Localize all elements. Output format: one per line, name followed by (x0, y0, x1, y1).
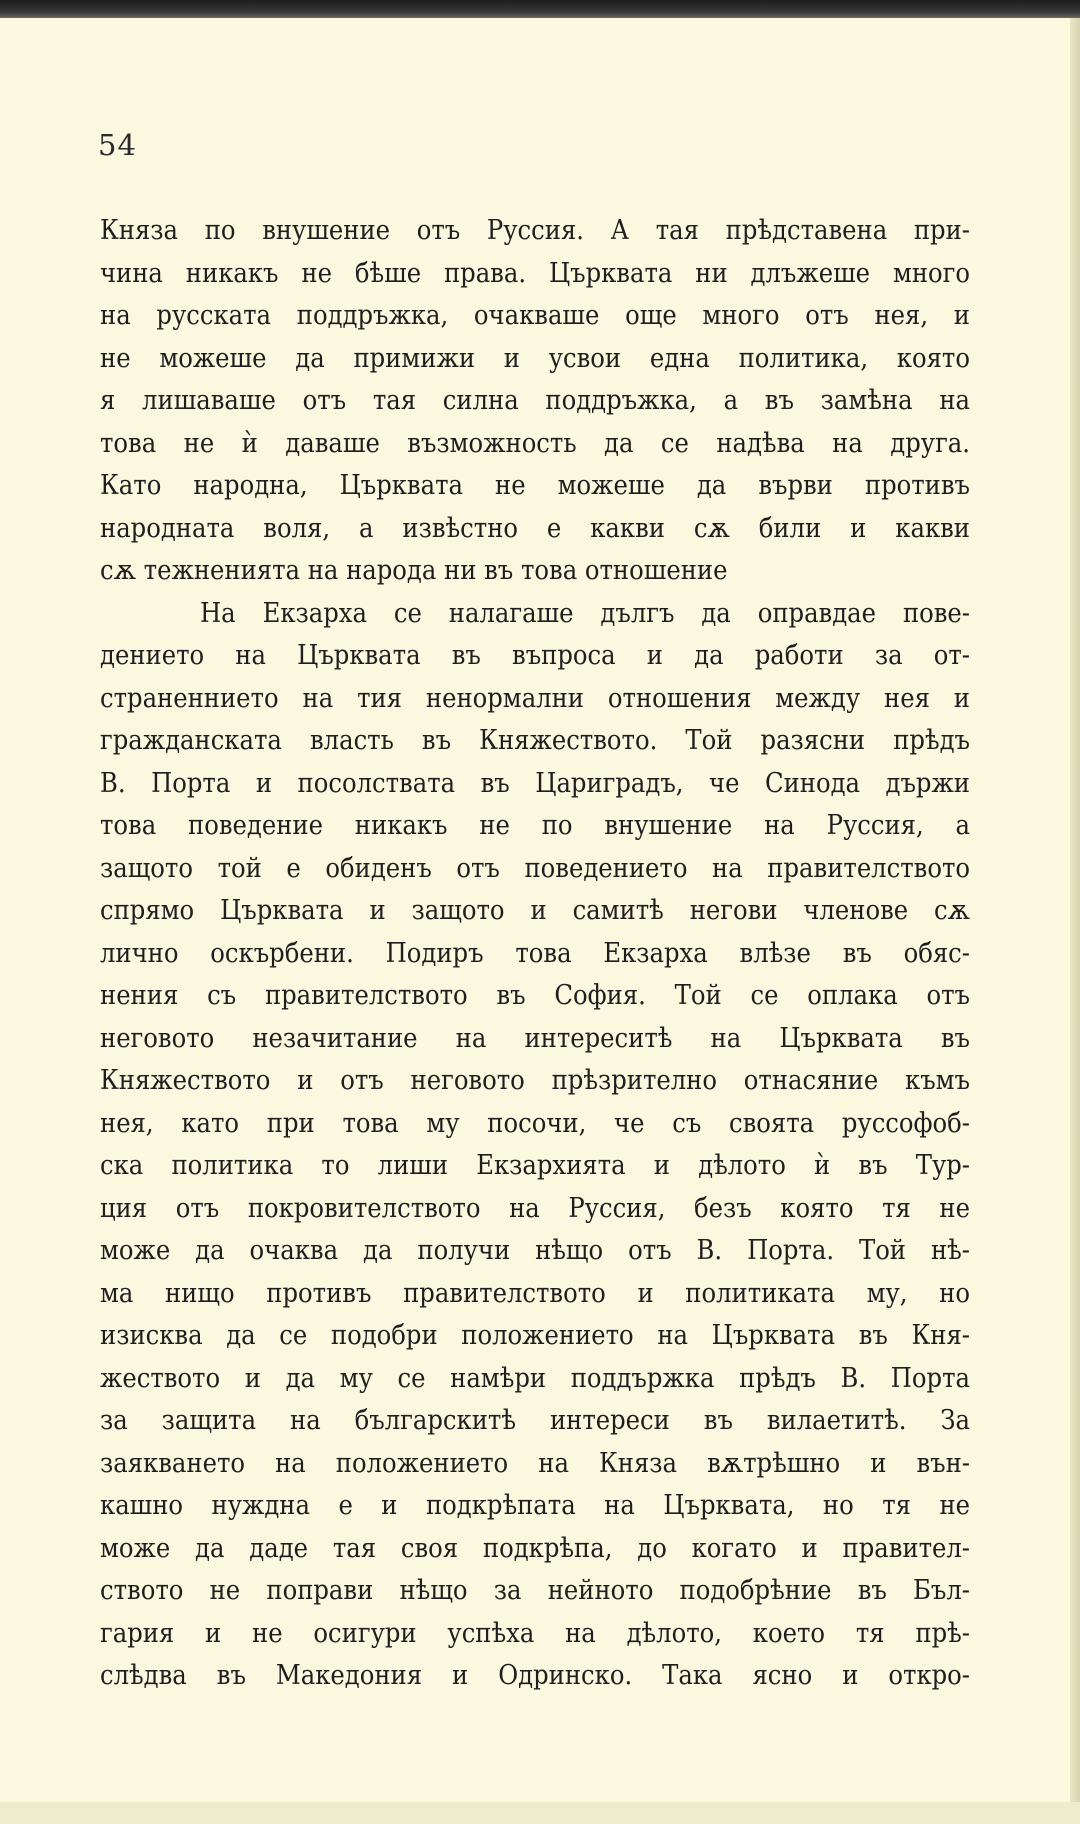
text-line: за защита на българскитѣ интереси въ вилаетитѣ. За (100, 1405, 970, 1436)
text-line: не можеше да примижи и усвои една политика, която (100, 342, 970, 374)
text-line: ма нищо противъ правителството и политиката му, но (100, 1277, 970, 1309)
page-right-edge (1070, 18, 1080, 1824)
text-line: ството не поправи нѣщо за нейното подобрѣние въ Бъл- (100, 1575, 970, 1606)
text-line: може да очаква да получи нѣщо отъ В. Порта. Той нѣ- (100, 1235, 970, 1266)
text-line: може да даде тая своя подкрѣпа, до когато и правител- (100, 1532, 970, 1564)
text-line: лично оскърбени. Подиръ това Екзарха влѣзе въ обяс- (100, 937, 970, 969)
page-bottom-edge (0, 1802, 1080, 1824)
text-line: ска политика то лиши Екзархията и дѣлото ѝ въ Тур- (100, 1150, 970, 1181)
text-line: заякването на положението на Княза вѫтрѣшно и вън- (100, 1447, 970, 1479)
text-line: това не ѝ даваше възможность да се надѣва на друга. (100, 427, 970, 459)
text-line: народната воля, а извѣстно е какви сѫ били и какви (100, 512, 970, 544)
text-line: на русската поддръжка, очакваше още много отъ нея, и (100, 300, 970, 331)
text-line: Княжеството и отъ неговото прѣзрително отнасяние къмъ (100, 1065, 970, 1096)
text-line: сѫ тежненията на народа ни въ това отношение (100, 555, 728, 586)
page-number: 54 (98, 128, 137, 162)
text-line: кашно нуждна е и подкрѣпата на Църквата, но тя не (100, 1490, 970, 1521)
text-line: жеството и да му се намѣри поддържка прѣдъ В. Порта (100, 1362, 970, 1394)
text-line: я лишаваше отъ тая силна поддръжка, а въ замѣна на (100, 385, 970, 416)
text-line: В. Порта и посолствата въ Цариградъ, че Синода държи (100, 767, 970, 799)
text-line: Князa по внушение отъ Руссия. А тaя прѣдставена при- (100, 215, 970, 246)
text-line: страненнието на тия ненормални отношения между нея и (100, 682, 970, 714)
text-line: изисква да се подобри положението на Църквата въ Кня- (100, 1320, 970, 1351)
text-line: защото той е обиденъ отъ поведението на правителството (100, 852, 970, 884)
text-line: спрямо Църквата и защото и самитѣ негови членове сѫ (100, 895, 970, 926)
text-line: нения съ правителството въ София. Той се оплака отъ (100, 980, 970, 1011)
text-line: На Екзарха се налагаше дългъ да оправдае пове- (200, 597, 970, 629)
text-line: дението на Църквата въ въпроса и да работи за от- (100, 640, 970, 671)
text-line: гария и не осигури успѣха на дѣлото, което тя прѣ- (100, 1617, 970, 1649)
text-line: слѣдва въ Македония и Одринско. Така ясно и откро- (100, 1660, 970, 1691)
text-line: ция отъ покровителството на Руссия, безъ която тя не (100, 1192, 970, 1224)
text-line: нея, като при това му посочи, че съ своята руссофоб- (100, 1107, 970, 1139)
text-line: това поведение никакъ не по внушение на Руссия, а (100, 810, 970, 841)
body-text (100, 210, 970, 1698)
text-line: Като народна, Църквата не можеше да върви противъ (100, 470, 970, 501)
text-line: гражданската власть въ Княжеството. Той разясни прѣдъ (100, 725, 970, 756)
text-line: неговото незачитание на интереситѣ на Църквата въ (100, 1022, 970, 1054)
text-line: чина никакъ не бѣше права. Църкватa ни длъжеше много (100, 257, 970, 289)
page-top-edge (0, 0, 1080, 18)
